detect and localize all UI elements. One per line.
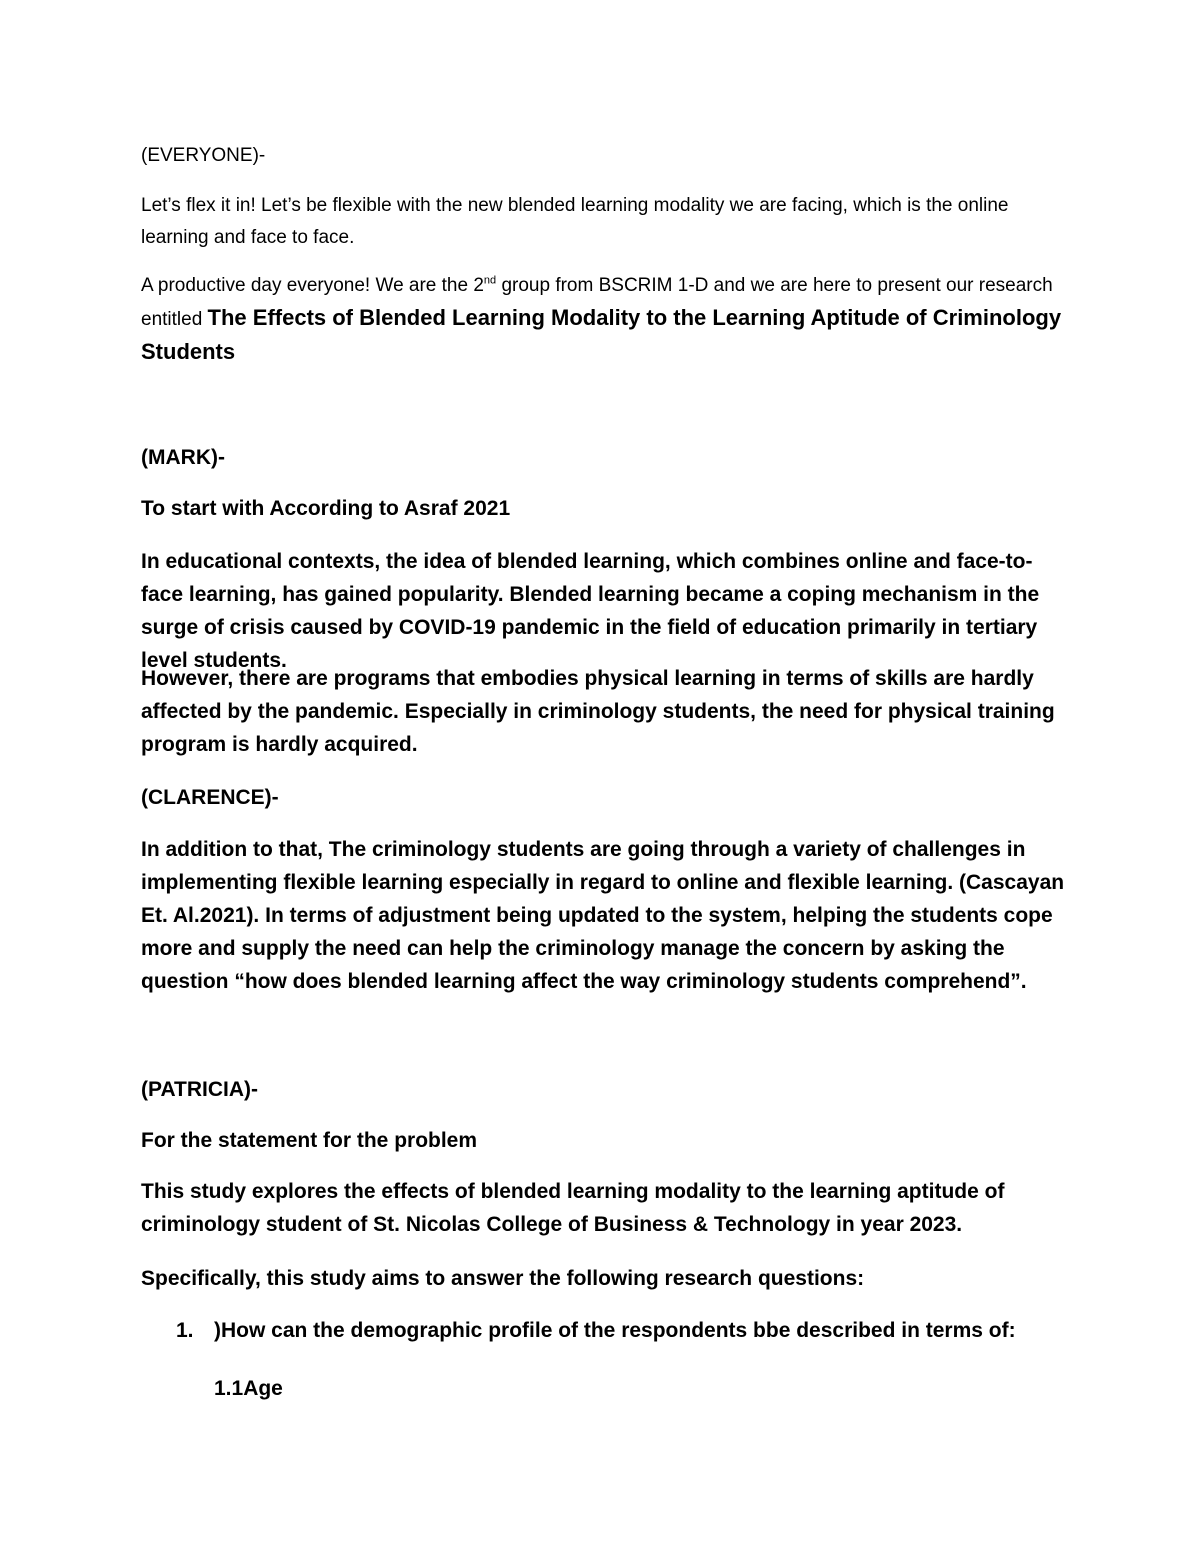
research-title: The Effects of Blended Learning Modality to the Learning Aptitude of Criminology Students [141, 305, 1062, 364]
intro-paragraph: Let’s flex it in! Let’s be flexible with the new blended learning modality we are facing, which is the online learning and face to face. [141, 195, 1009, 248]
physical-learning-paragraph: However, there are programs that embodies physical learning in terms of skills are hardly affected by the pandemic. Especially in criminology students, the need for physical training program is hardly acquired. [141, 667, 1055, 756]
list-item-text: )How can the demographic profile of the respondents bbe described in terms of: [214, 1319, 1016, 1342]
mark-intro-line: To start with According to Asraf 2021 [141, 497, 511, 520]
speaker-clarence: (CLARENCE)- [141, 786, 279, 809]
speaker-mark: (MARK)- [141, 446, 225, 469]
greeting-text-middle: group from BSCRIM 1-D and we are here to present our research entitled [141, 275, 1053, 330]
research-questions-intro: Specifically, this study aims to answer the following research questions: [141, 1267, 865, 1290]
greeting-paragraph [141, 270, 1071, 370]
list-item-number: 1. [176, 1319, 194, 1342]
speaker-everyone: (EVERYONE)- [141, 145, 266, 166]
greeting-text-start: A productive day everyone! We are the 2 [141, 275, 484, 296]
speaker-patricia: (PATRICIA)- [141, 1078, 259, 1101]
ordinal-superscript: nd [483, 274, 497, 287]
list-item [176, 1314, 1016, 1347]
problem-statement-intro: For the statement for the problem [141, 1129, 478, 1152]
sub-list-item-age: 1.1Age [214, 1377, 283, 1400]
study-explores-paragraph: This study explores the effects of blended learning modality to the learning aptitude of criminology student of St. Nicolas College of Business & Technology in year 2023. [141, 1180, 1005, 1236]
blended-learning-paragraph: In educational contexts, the idea of blended learning, which combines online and face-to-face learning, has gained popularity. Blended learning became a coping mechanism in the surge of crisis caused by COVID-19 pandemic in the field of education primarily in tertiary level students. [141, 550, 1040, 672]
challenges-paragraph: In addition to that, The criminology students are going through a variety of challenges in implementing flexible learning especially in regard to online and flexible learning. (Cascayan Et. Al.2021). In terms of adjustment being updated to the system, helping the students cope more and supply the need can help the criminology manage the concern by asking the question “how does blended learning affect the way criminology students comprehend”. [141, 838, 1065, 993]
